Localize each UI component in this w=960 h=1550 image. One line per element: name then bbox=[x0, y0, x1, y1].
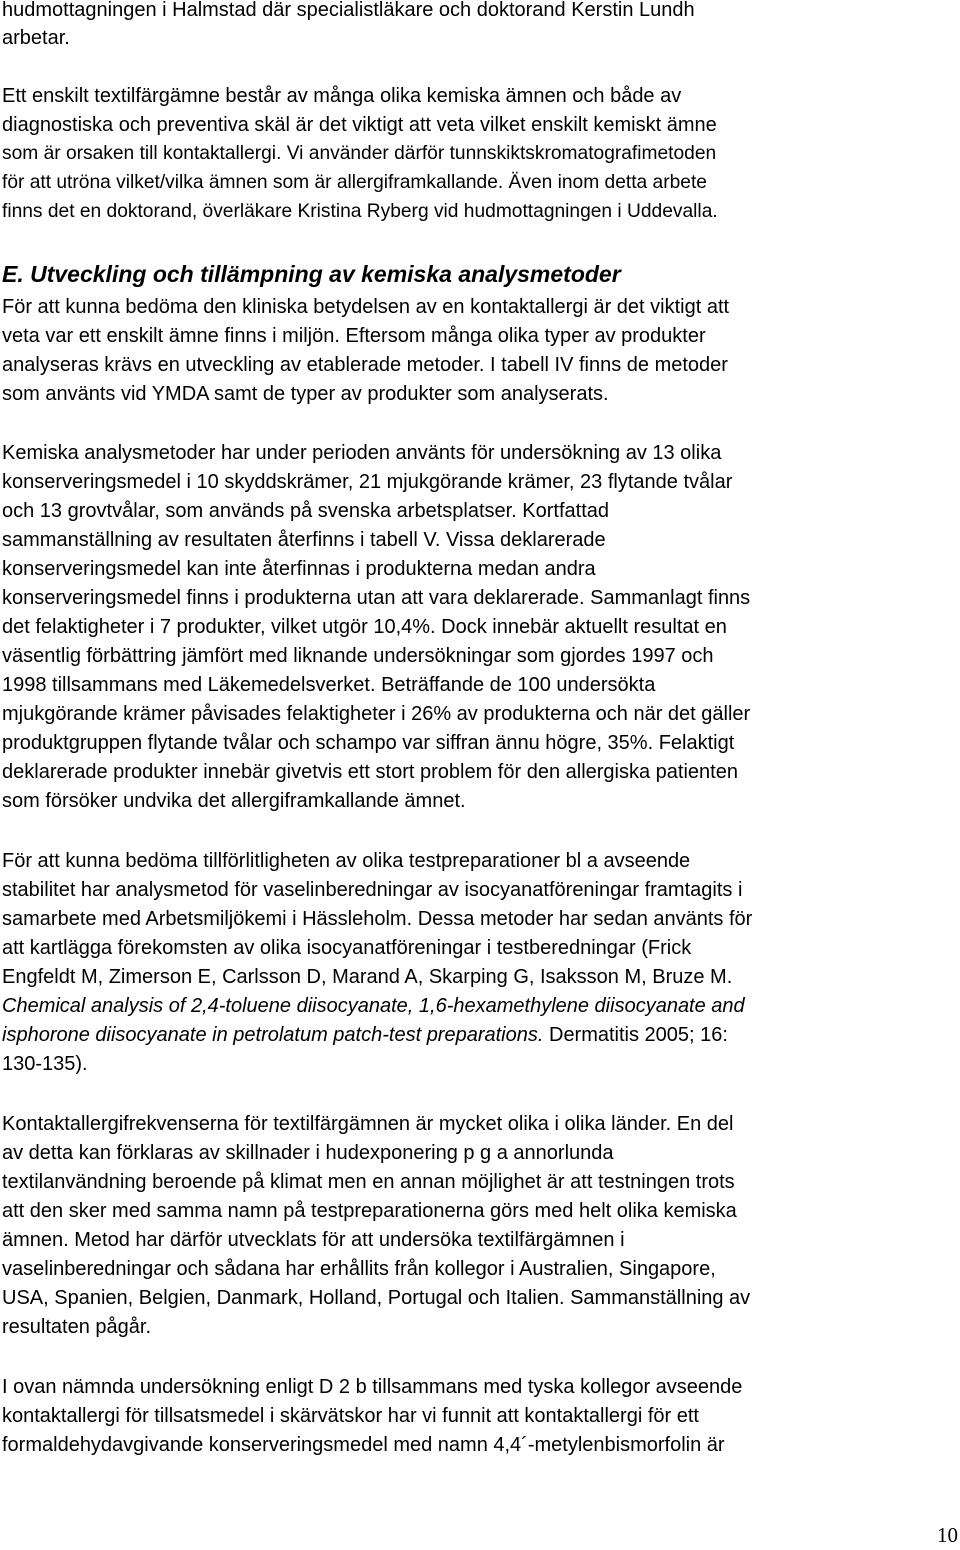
text-line: USA, Spanien, Belgien, Danmark, Holland, Portugal och Italien. Sammanställning av bbox=[2, 1287, 751, 1309]
text-line: för att utröna vilket/vilka ämnen som är allergiframkallande. Även inom detta arbete bbox=[2, 172, 707, 193]
text-line: hudmottagningen i Halmstad där specialistläkare och doktorand Kerstin Lundh bbox=[2, 0, 695, 21]
text-line: och 13 grovtvålar, som används på svenska arbetsplatser. Kortfattad bbox=[2, 500, 610, 522]
section-heading: E. Utveckling och tillämpning av kemiska analysmetoder bbox=[2, 261, 621, 287]
text-line: ämnen. Metod har därför utvecklats för att undersöka textilfärgämnen i bbox=[2, 1229, 625, 1251]
text-line: Kemiska analysmetoder har under perioden använts för undersökning av 13 olika bbox=[2, 442, 722, 464]
text-line: textilanvändning beroende på klimat men en annan möjlighet är att testningen trots bbox=[2, 1171, 735, 1193]
text-line: som använts vid YMDA samt de typer av produkter som analyserats. bbox=[2, 383, 609, 405]
text-line: att den sker med samma namn på testpreparationerna görs med helt olika kemiska bbox=[2, 1200, 737, 1222]
text-line: att kartlägga förekomsten av olika isocyanatföreningar i testberedningar (Frick bbox=[2, 937, 692, 959]
reference-title-end: isphorone diisocyanate in petrolatum patch-test preparations. bbox=[2, 1024, 544, 1046]
reference-citation: Dermatitis 2005; 16: bbox=[543, 1024, 728, 1046]
text-line: som är orsaken till kontaktallergi. Vi använder därför tunnskiktskromatografimetoden bbox=[2, 143, 717, 164]
text-line: som försöker undvika det allergiframkallande ämnet. bbox=[2, 790, 466, 812]
text-line: produktgruppen flytande tvålar och schampo var siffran ännu högre, 35%. Felaktigt bbox=[2, 732, 735, 754]
text-line: För att kunna bedöma den kliniska betydelsen av en kontaktallergi är det viktigt att bbox=[2, 296, 730, 318]
text-line: kontaktallergi för tillsatsmedel i skärvätskor har vi funnit att kontaktallergi för ett bbox=[2, 1405, 699, 1427]
text-line: konserveringsmedel kan inte återfinnas i produkterna medan andra bbox=[2, 558, 596, 580]
text-line: formaldehydavgivande konserveringsmedel med namn 4,4´-metylenbismorfolin är bbox=[2, 1434, 725, 1456]
text-line: analyseras krävs en utveckling av etablerade metoder. I tabell IV finns de metoder bbox=[2, 354, 728, 376]
text-line: det felaktigheter i 7 produkter, vilket utgör 10,4%. Dock innebär aktuellt resultat en bbox=[2, 616, 727, 638]
text-line: väsentlig förbättring jämfört med liknande undersökningar som gjordes 1997 och bbox=[2, 645, 714, 667]
text-line: diagnostiska och preventiva skäl är det viktigt att veta vilket enskilt kemiskt ämne bbox=[2, 114, 717, 136]
text-line: samarbete med Arbetsmiljökemi i Hässleholm. Dessa metoder har sedan använts för bbox=[2, 908, 753, 930]
text-line: Ett enskilt textilfärgämne består av många olika kemiska ämnen och både av bbox=[2, 85, 682, 107]
text-line: av detta kan förklaras av skillnader i hudexponering p g a annorlunda bbox=[2, 1142, 614, 1164]
text-line: I ovan nämnda undersökning enligt D 2 b tillsammans med tyska kollegor avseende bbox=[2, 1376, 743, 1398]
text-line: arbetar. bbox=[2, 27, 70, 49]
text-line: resultaten pågår. bbox=[2, 1316, 151, 1338]
text-line: stabilitet har analysmetod för vaselinberedningar av isocyanatföreningar framtagits i bbox=[2, 879, 743, 901]
text-line: veta var ett enskilt ämne finns i miljön. Eftersom många olika typer av produkter bbox=[2, 325, 706, 347]
text-line: sammanställning av resultaten återfinns i tabell V. Vissa deklarerade bbox=[2, 529, 606, 551]
text-line: konserveringsmedel i 10 skyddskrämer, 21 mjukgörande krämer, 23 flytande tvålar bbox=[2, 471, 733, 493]
text-line: deklarerade produkter innebär givetvis ett stort problem för den allergiska patienten bbox=[2, 761, 738, 783]
text-line: Kontaktallergifrekvenserna för textilfärgämnen är mycket olika i olika länder. En del bbox=[2, 1113, 734, 1135]
text-line: Engfeldt M, Zimerson E, Carlsson D, Marand A, Skarping G, Isaksson M, Bruze M. bbox=[2, 966, 733, 988]
text-line: 1998 tillsammans med Läkemedelsverket. Beträffande de 100 undersökta bbox=[2, 674, 656, 696]
text-line: vaselinberedningar och sådana har erhållits från kollegor i Australien, Singapore, bbox=[2, 1258, 716, 1280]
text-line: 130-135). bbox=[2, 1053, 88, 1075]
text-line: För att kunna bedöma tillförlitligheten av olika testpreparationer bl a avseende bbox=[2, 850, 691, 872]
text-line: finns det en doktorand, överläkare Kristina Ryberg vid hudmottagningen i Uddevalla. bbox=[2, 201, 718, 222]
page-number: 10 bbox=[937, 1523, 958, 1547]
text-line: konserveringsmedel finns i produkterna utan att vara deklarerade. Sammanlagt finns bbox=[2, 587, 751, 609]
text-line: mjukgörande krämer påvisades felaktigheter i 26% av produkterna och när det gäller bbox=[2, 703, 751, 725]
reference-title-line: Chemical analysis of 2,4-toluene diisocyanate, 1,6-hexamethylene diisocyanate and bbox=[2, 995, 745, 1017]
text-line bbox=[2, 1021, 728, 1049]
